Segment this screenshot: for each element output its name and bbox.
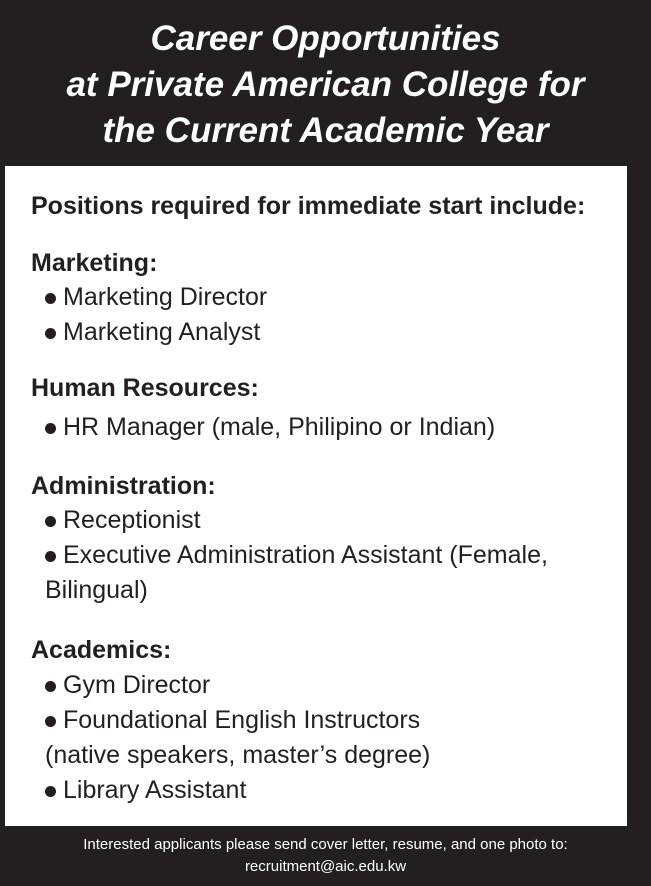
list-item-text: Receptionist: [63, 506, 201, 534]
title-line-3: the Current Academic Year: [102, 111, 549, 150]
list-item: [45, 538, 548, 608]
marketing-list: [45, 280, 267, 350]
header-banner: [0, 0, 651, 166]
section-title-administration: Administration:: [31, 472, 216, 500]
list-item: [45, 703, 430, 773]
bullet-icon: [45, 716, 56, 727]
bullet-icon: [45, 293, 56, 304]
list-item: [45, 668, 430, 703]
title-line-2: at Private American College for: [66, 65, 585, 104]
contact-email: recruitment@aic.edu.kw: [244, 858, 407, 875]
list-item: [45, 280, 267, 315]
bullet-icon: [45, 423, 56, 434]
footer-instructions: Interested applicants please send cover letter, resume, and one photo to:: [83, 836, 568, 853]
list-item-text: Marketing Director: [63, 283, 268, 311]
bullet-icon: [45, 551, 56, 562]
list-item: [45, 773, 430, 808]
section-title-academics: Academics:: [31, 636, 172, 664]
list-item-text: Foundational English Instructors: [63, 706, 421, 734]
bullet-icon: [45, 516, 56, 527]
list-item-text: Library Assistant: [63, 776, 247, 804]
content-panel: [5, 166, 627, 826]
page-title: [66, 12, 584, 154]
list-item: [45, 503, 548, 538]
list-item-continuation: Bilingual): [45, 576, 148, 604]
list-item-text: Marketing Analyst: [63, 318, 261, 346]
list-item: [45, 410, 495, 445]
list-item-text: HR Manager (male, Philipino or Indian): [63, 413, 496, 441]
list-item: [45, 315, 267, 350]
bullet-icon: [45, 681, 56, 692]
human-resources-list: [45, 410, 495, 445]
section-title-human-resources: Human Resources:: [31, 374, 259, 402]
bullet-icon: [45, 786, 56, 797]
academics-list: [45, 668, 430, 808]
intro-heading: Positions required for immediate start include:: [31, 192, 586, 220]
list-item-text: Executive Administration Assistant (Female,: [63, 541, 548, 569]
footer: [0, 826, 651, 886]
section-title-marketing: Marketing:: [31, 249, 158, 277]
list-item-continuation: (native speakers, master’s degree): [45, 741, 431, 769]
bullet-icon: [45, 328, 56, 339]
list-item-text: Gym Director: [63, 671, 211, 699]
title-line-1: Career Opportunities: [150, 19, 501, 58]
administration-list: [45, 503, 548, 608]
